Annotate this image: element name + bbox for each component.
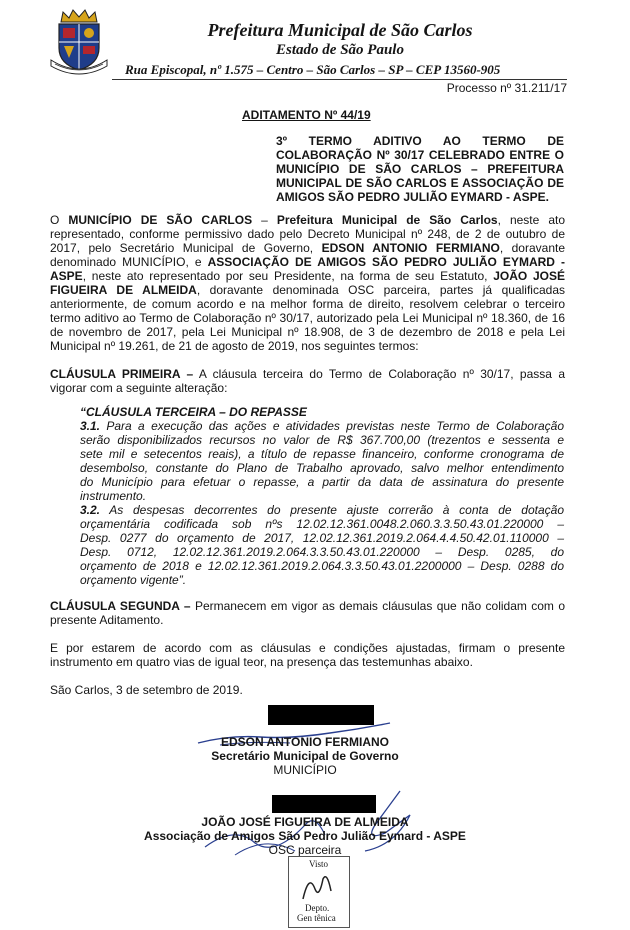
quoted-item: orçamento vigente”. <box>80 573 187 587</box>
signatory-name: JOÃO JOSÉ FIGUEIRA DE ALMEIDA <box>201 815 409 829</box>
quoted-item: sete mil e setecentos reais), a título de repasse financeiro, conforme cronograma de <box>80 447 564 461</box>
quoted-item: orçamento de 2018 e 12.02.12.361.2019.2.064.3.3.50.43.01.2200000 – Desp. 0288 do <box>80 559 564 573</box>
quoted-item: do Município para efetuar o repasse, a partir da data de assinatura do presente <box>80 475 564 489</box>
quoted-item: serão disponibilizados recursos no valor de R$ 367.700,00 (trezentos e sessenta e <box>80 433 564 447</box>
clause-second-line: CLÁUSULA SEGUNDA – Permanecem em vigor as demais cláusulas que não colidam com o <box>50 599 565 613</box>
quoted-item: instrumento. <box>80 489 147 503</box>
quoted-item: 3.2. As despesas decorrentes do presente ajuste correrão à conta de dotação <box>80 503 564 517</box>
quoted-item: desembolso, constante do Plano de Trabalho aprovado, salvo melhor entendimento <box>80 461 564 475</box>
summary-line: 3º TERMO ADITIVO AO TERMO DE <box>276 134 564 148</box>
preamble-line: de novembro de 2017, pela Lei Municipal nº 18.908, de 3 de dezembro de 2018 e pela Lei <box>50 325 565 339</box>
preamble-line: representado, conforme permissivo dado pelo Decreto Municipal nº 248, de 2 de outubro de <box>50 227 565 241</box>
signatory-role: Secretário Municipal de Governo <box>211 749 399 763</box>
letterhead <box>0 0 630 100</box>
preamble-line: Municipal nº 19.261, de 21 de agosto de 2019, nos seguintes termos: <box>50 339 419 353</box>
redacted-signature <box>272 795 376 813</box>
quoted-item: 3.1. Para a execução das ações e atividades previstas neste Termo de Colaboração <box>80 419 564 433</box>
quoted-item: Desp. 0277 do orçamento de 2017, 12.02.12.361.2019.2.064.4.4.50.42.01.110000 – <box>80 531 564 545</box>
preamble-line: FIGUEIRA DE ALMEIDA, doravante denominada OSC parceira, partes já qualificadas <box>50 283 565 297</box>
clause-first-line: vigorar com a seguinte alteração: <box>50 381 228 395</box>
header-address: Rua Episcopal, nº 1.575 – Centro – São Carlos – SP – CEP 13560-905 <box>125 62 501 77</box>
summary-line: COLABORAÇÃO Nº 30/17 CELEBRADO ENTRE O <box>276 148 564 162</box>
summary-line: MUNICÍPIO DE SÃO CARLOS – PREFEITURA <box>276 162 564 176</box>
signatory-name: EDSON ANTONIO FERMIANO <box>220 735 389 749</box>
signatory-entity: MUNICÍPIO <box>273 763 337 777</box>
stamp-text: Depto. <box>305 903 330 913</box>
signatory-role: Associação de Amigos São Pedro Julião Eymard - ASPE <box>144 829 466 843</box>
document-title: ADITAMENTO Nº 44/19 <box>242 108 371 122</box>
header-title: Prefeitura Municipal de São Carlos <box>207 20 473 40</box>
closing-line: E por estarem de acordo com as cláusulas e condições ajustadas, firmam o presente <box>50 641 565 655</box>
stamp-text: Gen tênica <box>297 913 336 923</box>
header-state: Estado de São Paulo <box>276 42 404 58</box>
signing-date: São Carlos, 3 de setembro de 2019. <box>50 683 243 697</box>
preamble-line: anteriormente, de comum acordo e na melhor forma de direito, resolvem celebrar o terceiro <box>50 297 565 311</box>
clause-first-line: CLÁUSULA PRIMEIRA – A cláusula terceira do Termo de Colaboração nº 30/17, passa a <box>50 367 565 381</box>
header-rule <box>112 79 567 80</box>
summary-line: AMIGOS SÃO PEDRO JULIÃO EYMARD - ASPE. <box>276 190 549 204</box>
stamp-initials <box>297 869 341 903</box>
closing-line: instrumento em quatro vias de igual teor, na presença das testemunhas abaixo. <box>50 655 473 669</box>
preamble-line: ASPE, neste ato representado por seu Presidente, na forma de seu Estatuto, JOÃO JOSÉ <box>50 269 565 283</box>
approval-stamp <box>288 856 350 928</box>
quoted-item: Desp. 0712, 12.02.12.361.2019.2.064.3.3.50.43.01.220000 – Desp. 0285, do <box>80 545 564 559</box>
clause-label: CLÁUSULA PRIMEIRA – <box>50 367 194 381</box>
preamble-line: termo aditivo ao Termo de Colaboração nº 30/17, autorizado pela Lei Municipal nº 18.360, de 16 <box>50 311 565 325</box>
preamble-line: O MUNICÍPIO DE SÃO CARLOS – Prefeitura Municipal de São Carlos, neste ato <box>50 213 566 227</box>
signatory-entity: OSC parceira <box>268 843 342 857</box>
process-number: Processo nº 31.211/17 <box>446 81 567 95</box>
stamp-text: Visto <box>309 859 328 869</box>
quoted-clause-title: “CLÁUSULA TERCEIRA – DO REPASSE <box>80 405 307 419</box>
summary-line: MUNICIPAL DE SÃO CARLOS E ASSOCIAÇÃO DE <box>276 176 564 190</box>
redacted-signature <box>268 705 374 725</box>
municipal-coat-of-arms <box>49 8 109 76</box>
preamble-line: 2017, pelo Secretário Municipal de Governo, EDSON ANTONIO FERMIANO, doravante <box>50 241 565 255</box>
preamble-line: denominado MUNICÍPIO, e ASSOCIAÇÃO DE AMIGOS SÃO PEDRO JULIÃO EYMARD - <box>50 255 565 269</box>
clause-label: CLÁUSULA SEGUNDA – <box>50 599 191 613</box>
quoted-item: orçamentária codificada sob nºs 12.02.12.361.0048.2.060.3.3.50.43.01.220000 – <box>80 517 564 531</box>
clause-second-line: presente Aditamento. <box>50 613 164 627</box>
